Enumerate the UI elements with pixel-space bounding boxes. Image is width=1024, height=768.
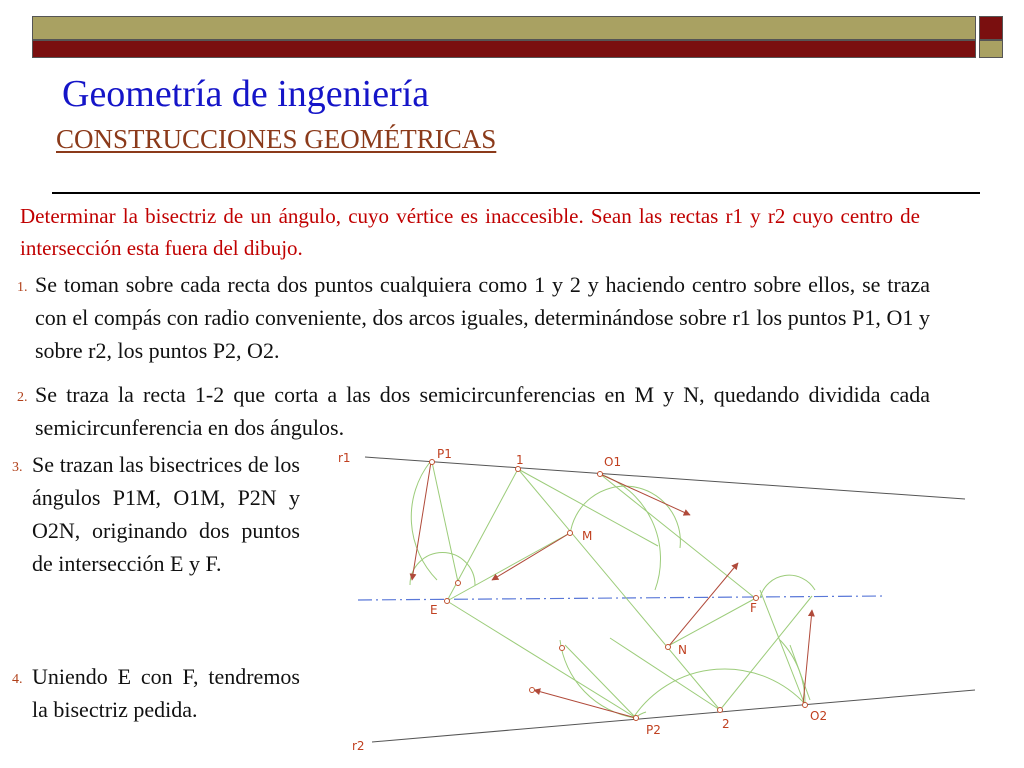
olive-band — [32, 16, 976, 40]
step-text: Se traza la recta 1-2 que corta a las dos semicircunferencias en M y N, quedando dividida cada semicircunferencia en dos ángulos. — [35, 382, 930, 440]
construction-lines — [410, 462, 815, 718]
step-number: 3. — [12, 460, 23, 475]
line-r1 — [365, 457, 965, 499]
label-r1: r1 — [338, 451, 351, 465]
step-number: 4. — [12, 672, 23, 687]
line-r2 — [372, 690, 975, 742]
step-2 — [17, 378, 930, 444]
step-3 — [12, 448, 300, 580]
label-m: M — [582, 529, 593, 543]
label-f: F — [750, 601, 757, 615]
step-text: Se trazan las bisectrices de los ángulos P1M, O1M, P2N y O2N, originando dos puntos de intersección E y F. — [32, 452, 300, 576]
label-r2: r2 — [352, 739, 365, 753]
label-o1: O1 — [604, 455, 622, 469]
label-e: E — [430, 603, 438, 617]
slide-title: Geometría de ingeniería — [62, 73, 430, 115]
label-p2: P2 — [646, 723, 661, 737]
arrows — [412, 462, 812, 718]
bisector-line — [358, 596, 885, 600]
construction-diagram — [330, 445, 1010, 765]
maroon-band — [32, 40, 976, 58]
step-1 — [17, 268, 930, 367]
step-4 — [12, 660, 300, 726]
label-n: N — [678, 643, 687, 657]
label-p1: P1 — [437, 447, 452, 461]
step-text: Uniendo E con F, tendremos la bisectriz pedida. — [32, 664, 300, 722]
label-2: 2 — [722, 717, 730, 731]
corner-square-olive — [979, 40, 1003, 58]
step-number: 1. — [17, 280, 28, 295]
problem-statement: Determinar la bisectriz de un ángulo, cuyo vértice es inaccesible. Sean las rectas r1 y r2 cuyo centro de intersección esta fuera del dibujo. — [20, 204, 920, 260]
step-number: 2. — [17, 390, 28, 405]
corner-square-maroon — [979, 16, 1003, 40]
title-bar-decoration — [32, 16, 976, 58]
divider-line — [52, 192, 980, 194]
label-1: 1 — [516, 453, 524, 467]
slide-subtitle: CONSTRUCCIONES GEOMÉTRICAS — [56, 124, 497, 154]
label-o2: O2 — [810, 709, 828, 723]
points — [430, 460, 808, 721]
step-text: Se toman sobre cada recta dos puntos cualquiera como 1 y 2 y haciendo centro sobre ellos, se traza con el compás con radio conveniente, dos arcos iguales, determinándose sobre r1 los puntos P1, O1 y sobre r2, los puntos P2, O2. — [35, 272, 930, 363]
